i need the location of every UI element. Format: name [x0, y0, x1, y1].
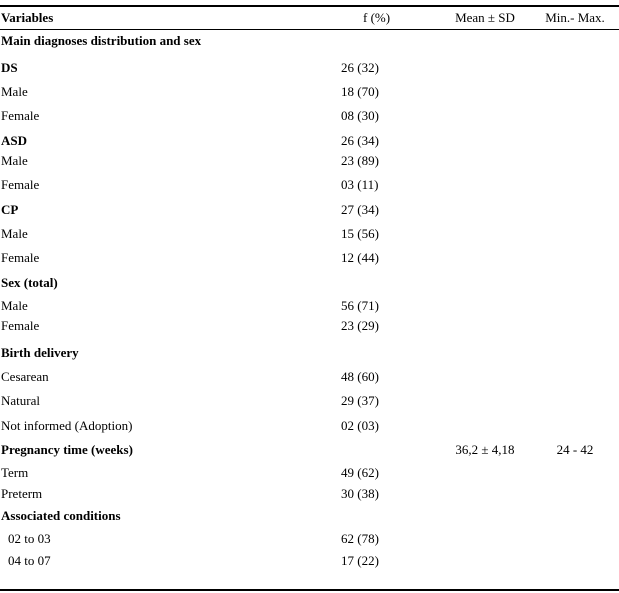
- row-label: Female: [1, 250, 40, 265]
- table-row: [0, 250, 619, 266]
- row-mean-sd: 36,2 ± 4,18: [455, 442, 515, 457]
- table-row: [0, 486, 619, 502]
- row-label: 04 to 07: [8, 553, 51, 568]
- row-frequency: 15 (56): [341, 226, 379, 241]
- row-label: Female: [1, 108, 40, 123]
- row-frequency: 62 (78): [341, 531, 379, 546]
- row-frequency: 48 (60): [341, 369, 379, 384]
- bottom-rule: [0, 589, 619, 591]
- row-frequency: 26 (32): [341, 60, 379, 75]
- row-frequency: 12 (44): [341, 250, 379, 265]
- row-frequency: 23 (29): [341, 318, 379, 333]
- row-label: Natural: [1, 393, 40, 408]
- row-frequency: 02 (03): [341, 418, 379, 433]
- table-row: [0, 133, 619, 149]
- table-row: [0, 153, 619, 169]
- table-row: [0, 108, 619, 124]
- row-label: Cesarean: [1, 369, 49, 384]
- row-frequency: 49 (62): [341, 465, 379, 480]
- header-label-min-max: Min.- Max.: [545, 10, 605, 25]
- row-label: Male: [1, 153, 28, 168]
- row-min-max: 24 - 42: [556, 442, 594, 457]
- top-rule: [0, 5, 619, 7]
- row-frequency: 27 (34): [341, 202, 379, 217]
- row-frequency: 56 (71): [341, 298, 379, 313]
- row-label: Associated conditions: [1, 508, 121, 523]
- header-label-frequency: f (%): [363, 10, 391, 25]
- row-label: Main diagnoses distribution and sex: [1, 33, 202, 48]
- row-frequency: 30 (38): [341, 486, 379, 501]
- row-frequency: 17 (22): [341, 553, 379, 568]
- row-label: Female: [1, 318, 40, 333]
- row-label: Female: [1, 177, 40, 192]
- table-row: [0, 177, 619, 193]
- table-row: [0, 465, 619, 481]
- table-row: [0, 84, 619, 100]
- header-label-variables: Variables: [1, 10, 54, 25]
- table-row: [0, 275, 619, 291]
- row-label: Male: [1, 298, 28, 313]
- row-label: Term: [1, 465, 29, 480]
- row-label: Birth delivery: [1, 345, 79, 360]
- row-label: Male: [1, 226, 28, 241]
- table-row: [0, 226, 619, 242]
- table-row: [0, 508, 619, 524]
- row-label: Not informed (Adoption): [1, 418, 133, 433]
- table-row: [0, 202, 619, 218]
- table-row: [0, 345, 619, 361]
- row-label: Sex (total): [1, 275, 58, 290]
- row-label: 02 to 03: [8, 531, 51, 546]
- table-row: [0, 393, 619, 409]
- row-label: Male: [1, 84, 28, 99]
- header-rule: [0, 29, 619, 30]
- row-frequency: 29 (37): [341, 393, 379, 408]
- table-row: [0, 33, 619, 49]
- table-row: [0, 531, 619, 547]
- row-frequency: 26 (34): [341, 133, 379, 148]
- table-row: [0, 318, 619, 334]
- table-row: [0, 553, 619, 569]
- table-row: [0, 298, 619, 314]
- row-label: ASD: [1, 133, 28, 148]
- table-row: [0, 418, 619, 434]
- table-row: [0, 369, 619, 385]
- row-label: CP: [1, 202, 19, 217]
- row-frequency: 18 (70): [341, 84, 379, 99]
- row-frequency: 03 (11): [341, 177, 379, 192]
- row-frequency: 23 (89): [341, 153, 379, 168]
- table-row: [0, 442, 619, 458]
- row-label: DS: [1, 60, 18, 75]
- header-label-mean-sd: Mean ± SD: [455, 10, 515, 25]
- row-frequency: 08 (30): [341, 108, 379, 123]
- table-row: [0, 60, 619, 76]
- row-label: Pregnancy time (weeks): [1, 442, 133, 457]
- row-label: Preterm: [1, 486, 43, 501]
